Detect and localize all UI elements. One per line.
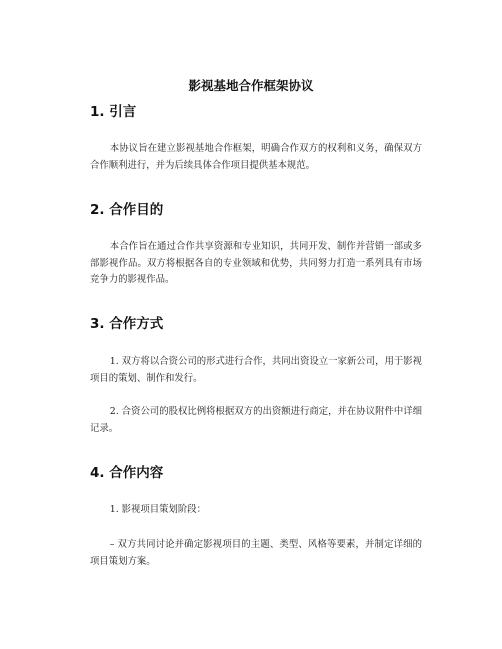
document-title: 影视基地合作框架协议	[188, 78, 314, 93]
section-heading-method: 3. 合作方式	[90, 316, 164, 332]
section-heading-purpose: 2. 合作目的	[90, 202, 164, 218]
section-paragraph: 1. 双方将以合资公司的形式进行合作，共同出资设立一家新公司，用于影视项目的策划、制作和发行。	[90, 356, 422, 384]
section-paragraph: 2. 合资公司的股权比例将根据双方的出资额进行商定，并在协议附件中详细记录。	[90, 406, 422, 434]
section-paragraph: 1. 影视项目策划阶段：	[109, 504, 207, 515]
section-heading-content: 4. 合作内容	[90, 465, 164, 481]
section-heading-introduction: 1. 引言	[90, 104, 137, 120]
section-paragraph: 本合作旨在通过合作共享资源和专业知识，共同开发、制作并营销一部或多部影视作品。双方将根据各自的专业领域和优势，共同努力打造一系列具有市场竞争力的影视作品。	[90, 241, 422, 285]
section-paragraph: – 双方共同讨论并确定影视项目的主题、类型、风格等要素，并制定详细的项目策划方案。	[90, 539, 422, 567]
section-paragraph: 本协议旨在建立影视基地合作框架，明确合作双方的权利和义务，确保双方合作顺利进行，并为后续具体合作项目提供基本规范。	[90, 143, 422, 171]
